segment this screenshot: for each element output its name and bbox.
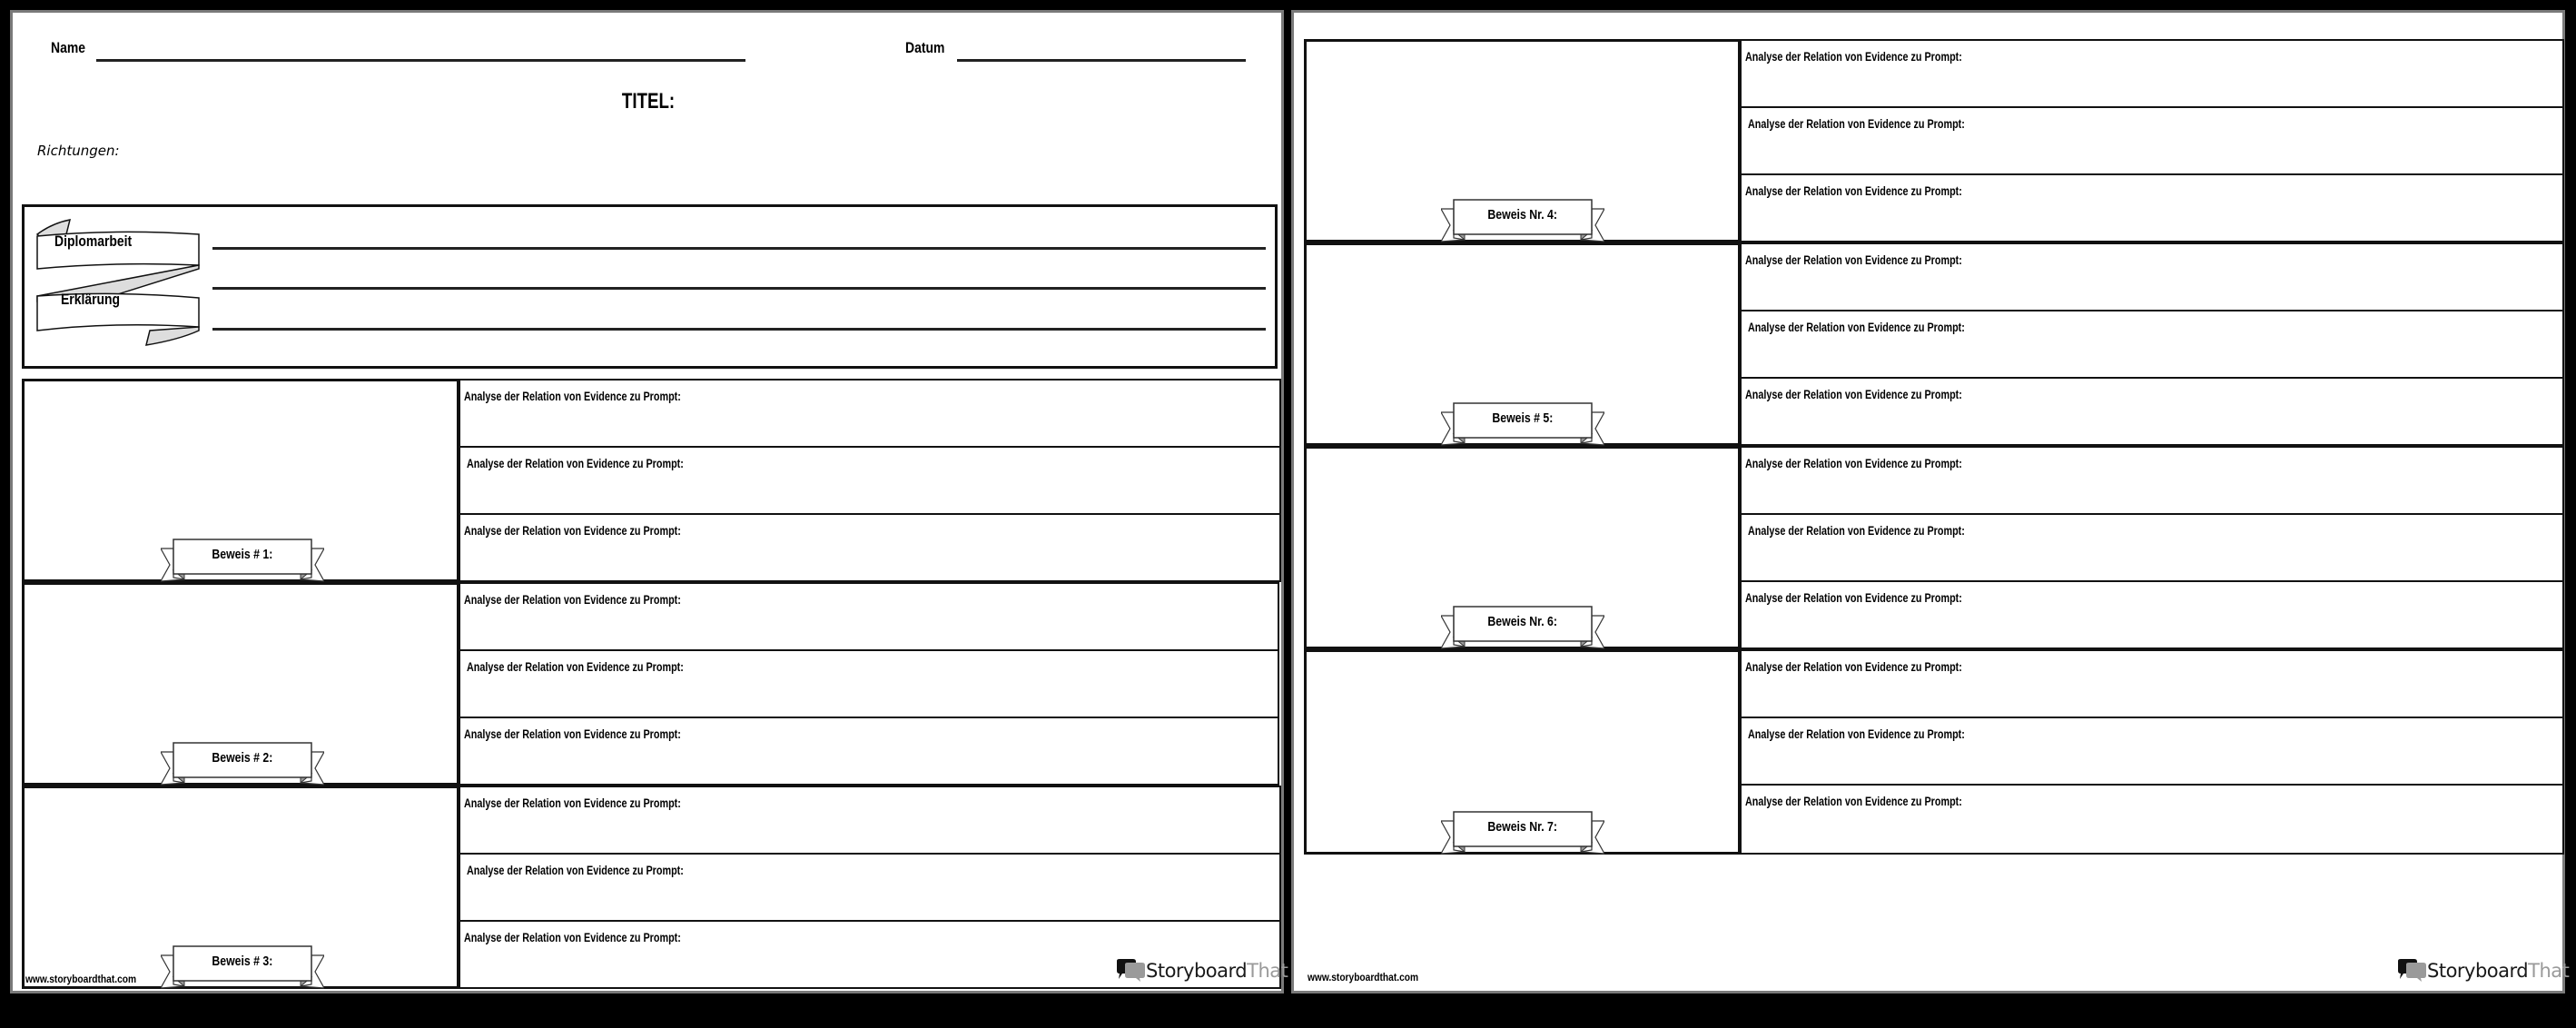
thesis-write-line-3[interactable]	[212, 328, 1266, 331]
evidence-banner	[1441, 605, 1604, 650]
analysis-cell[interactable]	[1739, 717, 2564, 786]
analysis-cell[interactable]	[1739, 377, 2564, 446]
analysis-cell[interactable]	[1739, 39, 2564, 108]
analysis-prompt: Analyse der Relation von Evidence zu Prompt:	[1748, 524, 1965, 538]
evidence-banner	[1441, 401, 1604, 447]
analysis-cell[interactable]	[458, 786, 1281, 855]
evidence-label: Beweis Nr. 7:	[1487, 819, 1558, 835]
evidence-drawing-cell[interactable]	[22, 582, 459, 786]
analysis-prompt: Analyse der Relation von Evidence zu Prompt:	[1745, 660, 1962, 674]
statement-ribbon-label: Erklärung	[61, 291, 121, 308]
analysis-prompt: Analyse der Relation von Evidence zu Prompt:	[464, 931, 681, 944]
analysis-cell[interactable]	[458, 717, 1279, 786]
analysis-cell[interactable]	[458, 582, 1279, 651]
logo-text-light: That	[1247, 960, 1288, 982]
evidence-label: Beweis # 2:	[212, 750, 273, 766]
evidence-label: Beweis # 3:	[212, 954, 273, 969]
evidence-banner	[1441, 810, 1604, 855]
analysis-cell[interactable]	[458, 853, 1281, 922]
worksheet-page-1	[10, 10, 1288, 993]
evidence-drawing-cell[interactable]	[1304, 649, 1741, 855]
analysis-cell[interactable]	[458, 649, 1279, 718]
analysis-prompt: Analyse der Relation von Evidence zu Prompt:	[464, 524, 681, 538]
analysis-prompt: Analyse der Relation von Evidence zu Prompt:	[464, 796, 681, 810]
evidence-row	[1304, 242, 2564, 446]
analysis-cell[interactable]	[458, 513, 1281, 582]
storyboardthat-logo	[1115, 957, 1288, 984]
logo-text-dark: Storyboard	[2427, 960, 2529, 982]
analysis-prompt: Analyse der Relation von Evidence zu Prompt:	[1745, 388, 1962, 401]
footer-url[interactable]: www.storyboardthat.com	[25, 973, 137, 985]
analysis-prompt: Analyse der Relation von Evidence zu Prompt:	[1745, 253, 1962, 267]
page-title: TITEL:	[621, 89, 676, 114]
logo-text-dark: Storyboard	[1146, 960, 1248, 982]
name-field-line[interactable]	[96, 59, 745, 62]
analysis-prompt: Analyse der Relation von Evidence zu Prompt:	[467, 457, 684, 470]
evidence-table	[1304, 39, 2564, 855]
analysis-prompt: Analyse der Relation von Evidence zu Prompt:	[1745, 795, 1962, 808]
analysis-prompt: Analyse der Relation von Evidence zu Prompt:	[464, 593, 681, 607]
evidence-row	[22, 786, 1281, 989]
analysis-prompt: Analyse der Relation von Evidence zu Prompt:	[1748, 321, 1965, 334]
analysis-cell[interactable]	[458, 379, 1281, 448]
directions-label: Richtungen:	[37, 143, 120, 159]
analysis-prompt: Analyse der Relation von Evidence zu Prompt:	[1745, 457, 1962, 470]
evidence-row	[22, 379, 1281, 582]
analysis-prompt: Analyse der Relation von Evidence zu Prompt:	[1748, 117, 1965, 131]
worksheet-page-2	[1291, 10, 2570, 993]
analysis-prompt: Analyse der Relation von Evidence zu Prompt:	[1745, 50, 1962, 64]
speech-bubbles-icon	[2396, 958, 2427, 984]
evidence-label: Beweis # 1:	[212, 547, 273, 562]
name-label: Name	[51, 39, 85, 56]
evidence-drawing-cell[interactable]	[1304, 39, 1741, 242]
analysis-cell[interactable]	[1739, 106, 2564, 175]
date-label: Datum	[905, 39, 945, 56]
analysis-prompt: Analyse der Relation von Evidence zu Prompt:	[464, 727, 681, 741]
analysis-cell[interactable]	[458, 446, 1281, 515]
thesis-write-line-1[interactable]	[212, 247, 1266, 250]
evidence-label: Beweis Nr. 6:	[1487, 614, 1558, 629]
evidence-table	[22, 379, 1281, 989]
analysis-prompt: Analyse der Relation von Evidence zu Prompt:	[464, 390, 681, 403]
analysis-prompt: Analyse der Relation von Evidence zu Prompt:	[467, 660, 684, 674]
speech-bubbles-icon	[1115, 958, 1146, 984]
analysis-prompt: Analyse der Relation von Evidence zu Prompt:	[1745, 184, 1962, 198]
analysis-prompt: Analyse der Relation von Evidence zu Prompt:	[1748, 727, 1965, 741]
analysis-cell[interactable]	[1739, 580, 2564, 649]
evidence-banner	[161, 538, 324, 583]
thesis-write-line-2[interactable]	[212, 287, 1266, 290]
evidence-row	[1304, 649, 2564, 855]
thesis-ribbon-label: Diplomarbeit	[54, 232, 133, 250]
analysis-cell[interactable]	[1739, 242, 2564, 311]
evidence-row	[1304, 39, 2564, 242]
evidence-drawing-cell[interactable]	[1304, 446, 1741, 649]
date-field-line[interactable]	[957, 59, 1246, 62]
analysis-cell[interactable]	[1739, 173, 2564, 242]
evidence-label: Beweis Nr. 4:	[1487, 207, 1558, 222]
analysis-prompt: Analyse der Relation von Evidence zu Prompt:	[1745, 591, 1962, 605]
analysis-cell[interactable]	[1739, 310, 2564, 379]
evidence-label: Beweis # 5:	[1492, 410, 1554, 426]
storyboardthat-logo	[2396, 957, 2569, 984]
evidence-banner	[1441, 198, 1604, 243]
evidence-row	[1304, 446, 2564, 649]
evidence-drawing-cell[interactable]	[22, 786, 459, 989]
evidence-row	[22, 582, 1281, 786]
analysis-cell[interactable]	[1739, 784, 2564, 855]
evidence-banner	[161, 944, 324, 990]
analysis-prompt: Analyse der Relation von Evidence zu Prompt:	[467, 864, 684, 877]
analysis-cell[interactable]	[1739, 446, 2564, 515]
evidence-drawing-cell[interactable]	[22, 379, 459, 582]
evidence-banner	[161, 741, 324, 786]
thesis-statement-box	[22, 204, 1278, 369]
analysis-cell[interactable]	[1739, 513, 2564, 582]
analysis-cell[interactable]	[1739, 649, 2564, 718]
evidence-drawing-cell[interactable]	[1304, 242, 1741, 446]
logo-text-light: That	[2528, 960, 2570, 982]
footer-url[interactable]: www.storyboardthat.com	[1308, 971, 1419, 984]
